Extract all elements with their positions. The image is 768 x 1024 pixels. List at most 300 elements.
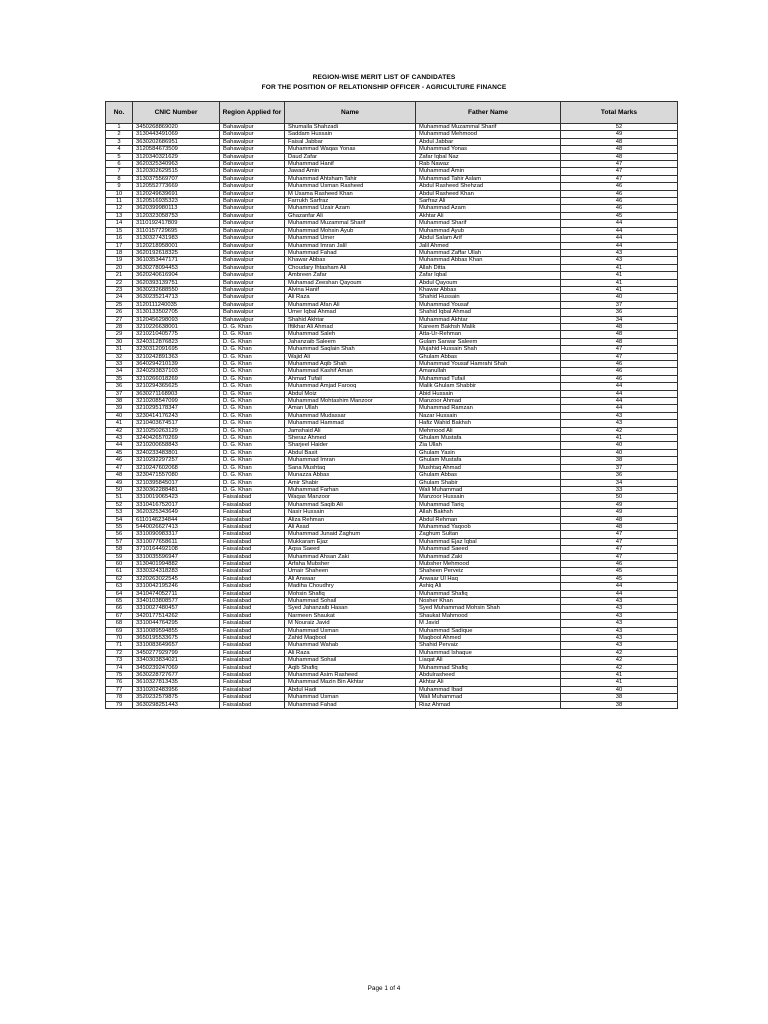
cell-cnic: 3230312091695 — [133, 346, 220, 353]
cell-father-name: Ghulam Yasin — [416, 449, 561, 456]
cell-father-name: Zia Ullah — [416, 442, 561, 449]
cell-no: 31 — [106, 346, 133, 353]
cell-name: Ali Raza — [285, 294, 416, 301]
cell-total-marks: 41 — [561, 272, 678, 279]
cell-name: Muhammad Usman — [285, 627, 416, 634]
cell-father-name: Nosher Khan — [416, 598, 561, 605]
cell-region: D. G. Khan — [220, 353, 285, 360]
cell-no: 52 — [106, 501, 133, 508]
cell-total-marks: 41 — [561, 286, 678, 293]
cell-father-name: Muhammad Tufail — [416, 375, 561, 382]
cell-father-name: Amanullah — [416, 368, 561, 375]
cell-region: Bahawalpur — [220, 205, 285, 212]
cell-father-name: Muhammad Ejaz Iqbal — [416, 538, 561, 545]
table-row — [106, 412, 678, 419]
cell-name: Nasir Hussain — [285, 509, 416, 516]
cell-region: Faisalabad — [220, 583, 285, 590]
cell-no: 20 — [106, 264, 133, 271]
cell-total-marks: 43 — [561, 249, 678, 256]
cell-no: 42 — [106, 427, 133, 434]
cell-region: Bahawalpur — [220, 146, 285, 153]
cell-cnic: 3130443491069 — [133, 131, 220, 138]
cell-region: Bahawalpur — [220, 272, 285, 279]
cell-father-name: Anwaar Ul Haq — [416, 575, 561, 582]
cell-name: Aqsa Saeed — [285, 546, 416, 553]
cell-total-marks: 48 — [561, 153, 678, 160]
cell-father-name: Muhammad Azam — [416, 205, 561, 212]
cell-father-name: Muhammad Tahir Aslam — [416, 175, 561, 182]
cell-region: Faisalabad — [220, 642, 285, 649]
cell-no: 19 — [106, 257, 133, 264]
cell-cnic: 3130401994882 — [133, 560, 220, 567]
cell-name: Jamshaid Ali — [285, 427, 416, 434]
table-row — [106, 635, 678, 642]
cell-total-marks: 48 — [561, 146, 678, 153]
cell-no: 17 — [106, 242, 133, 249]
cell-name: Muhammad Saleh — [285, 331, 416, 338]
cell-region: Faisalabad — [220, 664, 285, 671]
cell-no: 61 — [106, 568, 133, 575]
cell-region: Faisalabad — [220, 560, 285, 567]
cell-cnic: 3710164492108 — [133, 546, 220, 553]
cell-no: 74 — [106, 664, 133, 671]
cell-name: Muhammad Muzammal Sharif — [285, 220, 416, 227]
cell-region: D. G. Khan — [220, 398, 285, 405]
cell-name: Jahanzaib Saleem — [285, 338, 416, 345]
table-row — [106, 242, 678, 249]
cell-cnic: 3120516935323 — [133, 198, 220, 205]
cell-father-name: Abdul Qayoum — [416, 279, 561, 286]
table-row — [106, 175, 678, 182]
cell-name: Umair Shaheen — [285, 568, 416, 575]
cell-region: Bahawalpur — [220, 138, 285, 145]
cell-no: 45 — [106, 449, 133, 456]
cell-total-marks: 48 — [561, 323, 678, 330]
table-row — [106, 227, 678, 234]
cell-total-marks: 44 — [561, 398, 678, 405]
cell-total-marks: 43 — [561, 627, 678, 634]
table-row — [106, 353, 678, 360]
cell-father-name: Muhammad Yonas — [416, 146, 561, 153]
cell-name: Sharjeel Haider — [285, 442, 416, 449]
cell-name: Muhammad Sohail — [285, 598, 416, 605]
cell-name: Muhammad Fahad — [285, 701, 416, 708]
table-row — [106, 590, 678, 597]
table-row — [106, 161, 678, 168]
table-row — [106, 153, 678, 160]
cell-father-name: Muhammad Sadique — [416, 627, 561, 634]
cell-total-marks: 50 — [561, 494, 678, 501]
cell-cnic: 3620393139751 — [133, 279, 220, 286]
cell-name: Muhammad Kashif Aman — [285, 368, 416, 375]
table-row — [106, 664, 678, 671]
cell-no: 3 — [106, 138, 133, 145]
cell-cnic: 3310416752017 — [133, 501, 220, 508]
cell-region: Bahawalpur — [220, 309, 285, 316]
cell-total-marks: 40 — [561, 442, 678, 449]
cell-total-marks: 45 — [561, 575, 678, 582]
table-row — [106, 168, 678, 175]
table-row — [106, 435, 678, 442]
cell-region: Bahawalpur — [220, 301, 285, 308]
cell-name: Abdul Moiz — [285, 390, 416, 397]
cell-region: Bahawalpur — [220, 124, 285, 131]
cell-total-marks: 42 — [561, 649, 678, 656]
cell-father-name: Abid Hussain — [416, 390, 561, 397]
table-row — [106, 553, 678, 560]
cell-total-marks: 43 — [561, 612, 678, 619]
cell-region: Faisalabad — [220, 701, 285, 708]
cell-no: 62 — [106, 575, 133, 582]
cell-name: Muhammad Ahtsham Tahir — [285, 175, 416, 182]
cell-cnic: 3240293837103 — [133, 368, 220, 375]
table-row — [106, 568, 678, 575]
cell-region: Faisalabad — [220, 598, 285, 605]
table-row — [106, 605, 678, 612]
cell-total-marks: 41 — [561, 264, 678, 271]
cell-name: Syed Jahanzaib Hasan — [285, 605, 416, 612]
cell-no: 15 — [106, 227, 133, 234]
cell-total-marks: 34 — [561, 316, 678, 323]
cell-name: Ahmad Tufail — [285, 375, 416, 382]
cell-name: Sheraz Ahmed — [285, 435, 416, 442]
cell-region: Bahawalpur — [220, 249, 285, 256]
cell-total-marks: 49 — [561, 501, 678, 508]
cell-cnic: 3120218958001 — [133, 242, 220, 249]
table-row — [106, 205, 678, 212]
cell-cnic: 3240426570269 — [133, 435, 220, 442]
cell-region: D. G. Khan — [220, 405, 285, 412]
cell-total-marks: 44 — [561, 590, 678, 597]
table-row — [106, 701, 678, 708]
cell-total-marks: 44 — [561, 390, 678, 397]
cell-father-name: Shahid Pervaiz — [416, 642, 561, 649]
cell-no: 12 — [106, 205, 133, 212]
cell-total-marks: 44 — [561, 220, 678, 227]
cell-total-marks: 46 — [561, 205, 678, 212]
cell-name: Muhammad Hanif — [285, 161, 416, 168]
cell-no: 70 — [106, 635, 133, 642]
cell-region: Bahawalpur — [220, 242, 285, 249]
cell-no: 69 — [106, 627, 133, 634]
cell-father-name: Muhammad Sharif — [416, 220, 561, 227]
cell-total-marks: 43 — [561, 642, 678, 649]
cell-no: 72 — [106, 649, 133, 656]
cell-name: Ambreen Zafar — [285, 272, 416, 279]
cell-cnic: 3240312876823 — [133, 338, 220, 345]
cell-father-name: Wali Muhammad — [416, 694, 561, 701]
cell-cnic: 3240233483801 — [133, 449, 220, 456]
cell-no: 58 — [106, 546, 133, 553]
cell-father-name: Rab Nawaz — [416, 161, 561, 168]
cell-no: 27 — [106, 316, 133, 323]
cell-father-name: Sarfraz Ali — [416, 198, 561, 205]
cell-region: Faisalabad — [220, 605, 285, 612]
table-row — [106, 457, 678, 464]
cell-no: 51 — [106, 494, 133, 501]
cell-name: Muhammad Aqib Shah — [285, 361, 416, 368]
cell-name: Muhammad Afan Ali — [285, 301, 416, 308]
cell-total-marks: 37 — [561, 301, 678, 308]
table-row — [106, 361, 678, 368]
cell-total-marks: 42 — [561, 657, 678, 664]
cell-no: 48 — [106, 472, 133, 479]
cell-cnic: 3130375569707 — [133, 175, 220, 182]
cell-no: 23 — [106, 286, 133, 293]
cell-total-marks: 34 — [561, 479, 678, 486]
cell-cnic: 3120249639691 — [133, 190, 220, 197]
cell-total-marks: 47 — [561, 531, 678, 538]
cell-region: Faisalabad — [220, 649, 285, 656]
cell-total-marks: 46 — [561, 560, 678, 567]
table-row — [106, 494, 678, 501]
cell-no: 56 — [106, 531, 133, 538]
cell-total-marks: 40 — [561, 294, 678, 301]
cell-no: 39 — [106, 405, 133, 412]
cell-total-marks: 44 — [561, 383, 678, 390]
cell-cnic: 3630232688550 — [133, 286, 220, 293]
cell-father-name: Manzoor Hussain — [416, 494, 561, 501]
cell-region: Faisalabad — [220, 538, 285, 545]
cell-father-name: Muhammad Shafiq — [416, 664, 561, 671]
table-row — [106, 398, 678, 405]
cell-cnic: 3340103808577 — [133, 598, 220, 605]
cell-name: Ali Raza — [285, 649, 416, 656]
cell-no: 79 — [106, 701, 133, 708]
cell-cnic: 3450277929799 — [133, 649, 220, 656]
cell-total-marks: 52 — [561, 124, 678, 131]
cell-total-marks: 43 — [561, 257, 678, 264]
cell-total-marks: 48 — [561, 331, 678, 338]
cell-name: Iftikhar Ali Ahmad — [285, 323, 416, 330]
cell-cnic: 3210242891363 — [133, 353, 220, 360]
cell-father-name: Ashiq Ali — [416, 583, 561, 590]
cell-cnic: 3230414176243 — [133, 412, 220, 419]
cell-no: 2 — [106, 131, 133, 138]
table-row — [106, 286, 678, 293]
cell-total-marks: 43 — [561, 412, 678, 419]
cell-total-marks: 38 — [561, 701, 678, 708]
cell-cnic: 3210395845017 — [133, 479, 220, 486]
cell-cnic: 3130327431983 — [133, 235, 220, 242]
cell-region: Bahawalpur — [220, 294, 285, 301]
cell-name: Alvina Hanif — [285, 286, 416, 293]
cell-father-name: Syed Muhammad Mohsin Shah — [416, 605, 561, 612]
table-row — [106, 420, 678, 427]
cell-cnic: 3310090983317 — [133, 531, 220, 538]
cell-father-name: Muhammad Yousaf — [416, 301, 561, 308]
document-subtitle: FOR THE POSITION OF RELATIONSHIP OFFICER - AGRICULTURE FINANCE — [261, 84, 507, 91]
cell-cnic: 3210208547099 — [133, 398, 220, 405]
cell-region: Bahawalpur — [220, 316, 285, 323]
cell-cnic: 3120323058753 — [133, 212, 220, 219]
cell-total-marks: 38 — [561, 694, 678, 701]
cell-total-marks: 41 — [561, 435, 678, 442]
cell-name: Shumaila Shahzadi — [285, 124, 416, 131]
cell-father-name: Malik Ghulam Shabbir — [416, 383, 561, 390]
cell-father-name: Abdul Salam Arif — [416, 235, 561, 242]
cell-father-name: Ghulam Mustafa — [416, 435, 561, 442]
cell-father-name: Muhammad Muzammal Sharif — [416, 124, 561, 131]
cell-region: D. G. Khan — [220, 331, 285, 338]
cell-name: Khawar Abbas — [285, 257, 416, 264]
cell-name: Narmeen Shaukat — [285, 612, 416, 619]
cell-father-name: Abdul Rasheed Khan — [416, 190, 561, 197]
cell-father-name: Muhammad Ishaque — [416, 649, 561, 656]
cell-cnic: 5440026627413 — [133, 523, 220, 530]
cell-cnic: 3620325343649 — [133, 509, 220, 516]
cell-father-name: Kareem Bakhsh Malik — [416, 323, 561, 330]
table-row — [106, 464, 678, 471]
table-row — [106, 124, 678, 131]
cell-total-marks: 46 — [561, 198, 678, 205]
table-row — [106, 220, 678, 227]
cell-region: D. G. Khan — [220, 375, 285, 382]
cell-name: Abdul Hadi — [285, 686, 416, 693]
cell-father-name: Shaukat Mahmood — [416, 612, 561, 619]
cell-cnic: 3230362288481 — [133, 486, 220, 493]
cell-father-name: Mubsher Mehmood — [416, 560, 561, 567]
cell-total-marks: 45 — [561, 568, 678, 575]
cell-no: 4 — [106, 146, 133, 153]
cell-cnic: 3210294365625 — [133, 383, 220, 390]
cell-father-name: Abdulrasheed — [416, 672, 561, 679]
cell-total-marks: 43 — [561, 605, 678, 612]
header-cnic: CNIC Number — [133, 102, 220, 124]
cell-total-marks: 36 — [561, 309, 678, 316]
cell-region: D. G. Khan — [220, 383, 285, 390]
cell-father-name: Ghulam Abbas — [416, 472, 561, 479]
cell-total-marks: 47 — [561, 346, 678, 353]
table-row — [106, 190, 678, 197]
cell-total-marks: 44 — [561, 583, 678, 590]
cell-no: 16 — [106, 235, 133, 242]
cell-no: 46 — [106, 457, 133, 464]
cell-total-marks: 41 — [561, 279, 678, 286]
table-row — [106, 612, 678, 619]
cell-cnic: 3630271168903 — [133, 390, 220, 397]
cell-total-marks: 48 — [561, 338, 678, 345]
cell-name: M Nouraiz Javid — [285, 620, 416, 627]
cell-total-marks: 49 — [561, 509, 678, 516]
cell-no: 9 — [106, 183, 133, 190]
cell-no: 38 — [106, 398, 133, 405]
cell-region: D. G. Khan — [220, 346, 285, 353]
cell-no: 47 — [106, 464, 133, 471]
cell-name: Aliza Rehman — [285, 516, 416, 523]
cell-region: Faisalabad — [220, 494, 285, 501]
table-row — [106, 212, 678, 219]
cell-no: 22 — [106, 279, 133, 286]
cell-region: Bahawalpur — [220, 220, 285, 227]
cell-cnic: 3120302629515 — [133, 168, 220, 175]
cell-father-name: Nazar Hussain — [416, 412, 561, 419]
table-row — [106, 405, 678, 412]
cell-region: Bahawalpur — [220, 264, 285, 271]
table-row — [106, 679, 678, 686]
cell-region: Faisalabad — [220, 679, 285, 686]
cell-no: 30 — [106, 338, 133, 345]
cell-cnic: 3220263022545 — [133, 575, 220, 582]
cell-region: D. G. Khan — [220, 435, 285, 442]
cell-region: Faisalabad — [220, 516, 285, 523]
cell-region: D. G. Khan — [220, 472, 285, 479]
cell-father-name: Allah Bakhsh — [416, 509, 561, 516]
cell-cnic: 3620240616904 — [133, 272, 220, 279]
cell-cnic: 3310035596947 — [133, 553, 220, 560]
cell-cnic: 3310027480457 — [133, 605, 220, 612]
cell-region: Bahawalpur — [220, 198, 285, 205]
cell-cnic: 3310044764295 — [133, 620, 220, 627]
cell-father-name: Liaqat Ali — [416, 657, 561, 664]
cell-cnic: 3620325340963 — [133, 161, 220, 168]
cell-region: Faisalabad — [220, 501, 285, 508]
cell-cnic: 3630298251443 — [133, 701, 220, 708]
cell-cnic: 3310089594855 — [133, 627, 220, 634]
table-row — [106, 531, 678, 538]
cell-name: Wajid Ali — [285, 353, 416, 360]
cell-father-name: Zafar Iqbal Naz — [416, 153, 561, 160]
table-row — [106, 598, 678, 605]
cell-cnic: 3230471557080 — [133, 472, 220, 479]
cell-total-marks: 47 — [561, 546, 678, 553]
table-row — [106, 338, 678, 345]
cell-region: Bahawalpur — [220, 286, 285, 293]
cell-father-name: Ghulam Mustafa — [416, 457, 561, 464]
cell-father-name: Zafar Iqbal — [416, 272, 561, 279]
table-row — [106, 538, 678, 545]
table-row — [106, 146, 678, 153]
cell-name: Muhammad Umer — [285, 235, 416, 242]
cell-no: 24 — [106, 294, 133, 301]
cell-cnic: 3210292297257 — [133, 457, 220, 464]
cell-no: 6 — [106, 161, 133, 168]
cell-cnic: 3210200658843 — [133, 442, 220, 449]
cell-region: Faisalabad — [220, 620, 285, 627]
table-row — [106, 649, 678, 656]
cell-name: Ali Asad — [285, 523, 416, 530]
table-row — [106, 523, 678, 530]
cell-father-name: Shahid Iqbal Ahmad — [416, 309, 561, 316]
table-row — [106, 235, 678, 242]
table-row — [106, 249, 678, 256]
cell-no: 43 — [106, 435, 133, 442]
cell-total-marks: 46 — [561, 361, 678, 368]
cell-cnic: 3210295178347 — [133, 405, 220, 412]
table-row — [106, 383, 678, 390]
cell-name: Muhamad Zeeshan Qayoum — [285, 279, 416, 286]
cell-cnic: 3210226638001 — [133, 323, 220, 330]
cell-cnic: 6110146234844 — [133, 516, 220, 523]
cell-no: 50 — [106, 486, 133, 493]
cell-no: 71 — [106, 642, 133, 649]
cell-no: 33 — [106, 361, 133, 368]
cell-cnic: 3210403674517 — [133, 420, 220, 427]
cell-cnic: 3620192618325 — [133, 249, 220, 256]
cell-no: 44 — [106, 442, 133, 449]
cell-total-marks: 48 — [561, 523, 678, 530]
cell-name: Arfaha Mubsher — [285, 560, 416, 567]
cell-father-name: Zaghum Sultan — [416, 531, 561, 538]
cell-name: Sana Mushtaq — [285, 464, 416, 471]
table-row — [106, 620, 678, 627]
cell-no: 1 — [106, 124, 133, 131]
document-title: REGION-WISE MERIT LIST OF CANDIDATES — [312, 74, 456, 81]
cell-total-marks: 46 — [561, 190, 678, 197]
cell-no: 5 — [106, 153, 133, 160]
table-row — [106, 509, 678, 516]
table-row — [106, 264, 678, 271]
